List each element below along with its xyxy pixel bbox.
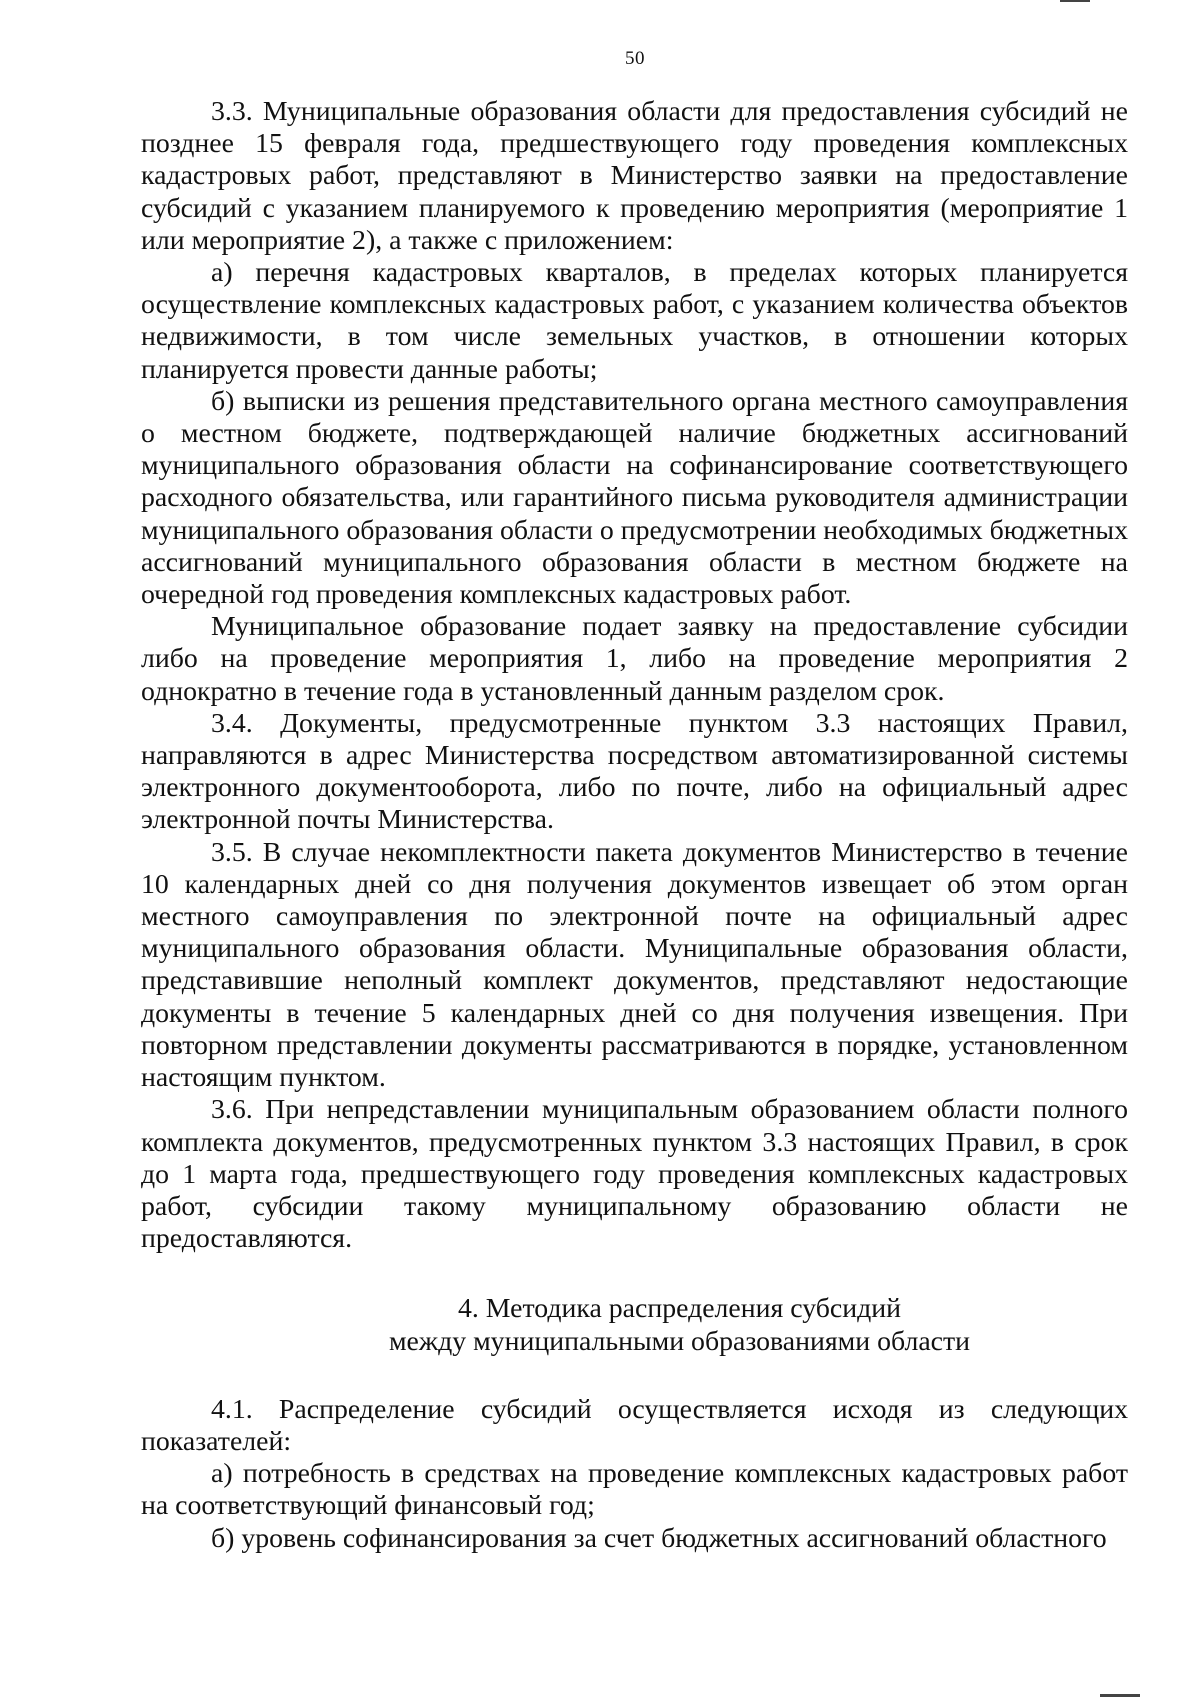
paragraph-3-3-a: а) перечня кадастровых кварталов, в пределах которых планируется осуществление комплексных кадастровых работ, с указанием количества объектов недвижимости, в том числе земельных участков, в отношении которых планируется провести данные работы; <box>141 257 1128 385</box>
page-number: 50 <box>625 48 645 69</box>
paragraph-3-4: 3.4. Документы, предусмотренные пунктом 3.3 настоящих Правил, направляются в адрес Министерства посредством автоматизированной системы электронного документооборота, либо по почте, либо на официальный адрес электронной почты Министерства. <box>141 707 1128 836</box>
section-4-heading-line1: 4. Методика распределения субсидий <box>458 1293 901 1325</box>
section-4-heading <box>141 1293 1128 1357</box>
paragraph-3-3-c: Муниципальное образование подает заявку на предоставление субсидии либо на проведение мероприятия 1, либо на проведение мероприятия 2 однократно в течение года в установленный данным разделом срок. <box>141 611 1128 707</box>
paragraph-4-1-b: б) уровень софинансирования за счет бюджетных ассигнований областного <box>211 1522 1107 1554</box>
paragraph-3-6: 3.6. При непредставлении муниципальным образованием области полного комплекта документов, предусмотренных пунктом 3.3 настоящих Правил, в срок до 1 марта года, предшествующего году проведения комплексных кадастровых работ, субсидии такому муниципальному образованию области не предоставляются. <box>141 1094 1128 1255</box>
paragraph-4-1: 4.1. Распределение субсидий осуществляется исходя из следующих показателей: <box>141 1393 1128 1457</box>
paragraph-3-5: 3.5. В случае некомплектности пакета документов Министерство в течение 10 календарных дней со дня получения документов извещает об этом орган местного самоуправления по электронной почте на официальный адрес муниципального образования области. Муниципальные образования области, представившие неполный комплект документов, представляют недостающие документы в течение 5 календарных дней со дня получения извещения. При повторном представлении документы рассматриваются в порядке, установленном настоящим пунктом. <box>141 836 1128 1094</box>
document-body <box>141 96 1128 1555</box>
scan-artifact-top <box>1060 0 1090 2</box>
paragraph-3-3: 3.3. Муниципальные образования области для предоставления субсидий не позднее 15 февраля года, предшествующего году проведения комплексных кадастровых работ, представляют в Министерство заявки на предоставление субсидий с указанием планируемого к проведению мероприятия (мероприятие 1 или мероприятие 2), а также с приложением: <box>141 96 1128 256</box>
section-4-heading-line2: между муниципальными образованиями области <box>388 1325 971 1357</box>
paragraph-3-3-b: б) выписки из решения представительного органа местного самоуправления о местном бюджете, подтверждающей наличие бюджетных ассигнований муниципального образования области на софинансирование соответствующего расходного обязательства, или гарантийного письма руководителя администрации муниципального образования области о предусмотрении необходимых бюджетных ассигнований муниципального образования области в местном бюджете на очередной год проведения комплексных кадастровых работ. <box>141 385 1128 611</box>
paragraph-4-1-a: а) потребность в средствах на проведение комплексных кадастровых работ на соответствующий финансовый год; <box>141 1458 1128 1522</box>
